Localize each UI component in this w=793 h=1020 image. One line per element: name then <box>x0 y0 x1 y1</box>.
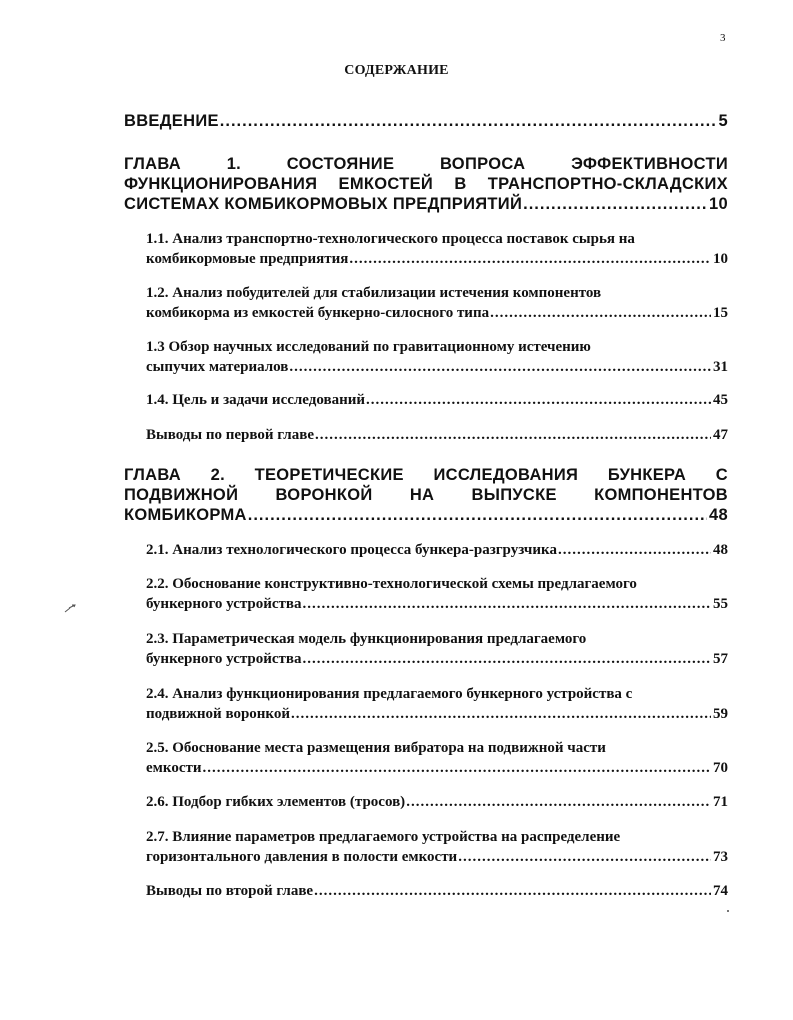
toc-entry-page: 59 <box>713 706 728 722</box>
toc-entry-section-1-3[interactable] <box>146 337 728 377</box>
page-number: 3 <box>720 32 726 44</box>
toc-entry-title-line: 1.3 Обзор научных исследований по гравитационному истечению <box>146 339 591 355</box>
toc-entry-page: 74 <box>713 883 728 899</box>
toc-entry-section-2-5[interactable] <box>146 738 728 778</box>
dot-leader <box>490 303 711 323</box>
toc-entry-page: 10 <box>709 195 728 213</box>
toc-entry-title-line: 2.6. Подбор гибких элементов (тросов) <box>146 794 406 810</box>
dot-leader <box>406 792 711 812</box>
toc-entry-page: 31 <box>713 359 728 375</box>
toc-entry-section-2-1[interactable] <box>146 540 728 560</box>
dot-leader <box>248 505 707 525</box>
page-title: СОДЕРЖАНИЕ <box>344 63 449 78</box>
toc-entry-title-line: 1.1. Анализ транспортно-технологического процесса поставок сырья на <box>146 231 635 247</box>
toc-entry-title-line: ФУНКЦИОНИРОВАНИЯ ЕМКОСТЕЙ В ТРАНСПОРТНО-СКЛАДСКИХ <box>124 175 728 193</box>
toc-entry-section-1-2[interactable] <box>146 283 728 323</box>
toc-entry-page: 10 <box>713 251 728 267</box>
toc-entry-page: 48 <box>713 542 728 558</box>
toc-entry-page: 55 <box>713 596 728 612</box>
toc-entry-title-line: 2.7. Влияние параметров предлагаемого устройства на распределение <box>146 829 621 845</box>
toc-entry-title-line: бункерного устройства <box>146 651 302 667</box>
toc-entry-title-line: 2.3. Параметрическая модель функционирования предлагаемого <box>146 631 587 647</box>
toc-entry-section-2-7[interactable] <box>146 827 728 867</box>
toc-entry-title-line: СИСТЕМАХ КОМБИКОРМОВЫХ ПРЕДПРИЯТИЙ <box>124 195 523 213</box>
dot-leader <box>314 881 711 901</box>
toc-entry-page: 73 <box>713 849 728 865</box>
toc-entry-page: 45 <box>713 392 728 408</box>
toc-entry-page: 71 <box>713 794 728 810</box>
toc-entry-title-line: КОМБИКОРМА <box>124 506 247 524</box>
scan-speck <box>727 910 729 912</box>
toc-entry-section-1-4[interactable] <box>146 390 728 410</box>
toc-entry-title-line: 1.2. Анализ побудителей для стабилизации истечения компонентов <box>146 285 602 301</box>
dot-leader <box>220 111 717 131</box>
toc-entry-conclusions-chapter-1[interactable] <box>146 425 728 445</box>
dot-leader <box>315 425 711 445</box>
toc-entry-title-line: комбикорма из емкостей бункерно-силосного типа <box>146 305 490 321</box>
dot-leader <box>458 847 711 867</box>
toc-entry-section-2-4[interactable] <box>146 684 728 724</box>
toc-entry-page: 15 <box>713 305 728 321</box>
toc-entry-title: ВВЕДЕНИЕ <box>124 112 219 130</box>
toc-entry-title-line: 1.4. Цель и задачи исследований <box>146 392 366 408</box>
toc-entry-page: 48 <box>709 506 728 524</box>
toc-entry-section-2-6[interactable] <box>146 792 728 812</box>
toc-entry-chapter-2[interactable] <box>124 465 728 525</box>
toc-entry-section-1-1[interactable] <box>146 229 728 269</box>
toc-entry-title-line: 2.2. Обоснование конструктивно-технологической схемы предлагаемого <box>146 576 637 592</box>
toc-entry-conclusions-chapter-2[interactable] <box>146 881 728 901</box>
toc-entry-title-line: Выводы по второй главе <box>146 883 314 899</box>
toc-entry-introduction[interactable] <box>124 111 728 131</box>
pen-mark-icon <box>64 603 76 613</box>
toc-entry-chapter-1[interactable] <box>124 154 728 214</box>
dot-leader <box>303 649 711 669</box>
dot-leader <box>291 704 711 724</box>
toc-entry-title-line: ГЛАВА 2. ТЕОРЕТИЧЕСКИЕ ИССЛЕДОВАНИЯ БУНКЕРА С <box>124 466 728 484</box>
toc-entry-title-line: горизонтального давления в полости емкости <box>146 849 458 865</box>
toc-entry-page: 47 <box>713 427 728 443</box>
toc-entry-page: 70 <box>713 760 728 776</box>
toc-entry-page: 57 <box>713 651 728 667</box>
dot-leader <box>366 390 711 410</box>
toc-entry-title-line: подвижной воронкой <box>146 706 291 722</box>
toc-entry-title-line: ГЛАВА 1. СОСТОЯНИЕ ВОПРОСА ЭФФЕКТИВНОСТИ <box>124 155 728 173</box>
dot-leader <box>523 194 707 214</box>
dot-leader <box>303 594 711 614</box>
toc-entry-section-2-2[interactable] <box>146 574 728 614</box>
toc-entry-title-line: Выводы по первой главе <box>146 427 314 443</box>
dot-leader <box>349 249 711 269</box>
toc-entry-title-line: 2.1. Анализ технологического процесса бункера-разгрузчика <box>146 542 557 558</box>
dot-leader <box>203 758 712 778</box>
toc-entry-title-line: емкости <box>146 760 202 776</box>
toc-entry-title-line: комбикормовые предприятия <box>146 251 349 267</box>
toc-entry-page: 5 <box>718 112 728 130</box>
toc-entry-section-2-3[interactable] <box>146 629 728 669</box>
toc-entry-title-line: бункерного устройства <box>146 596 302 612</box>
toc-entry-title-line: 2.5. Обоснование места размещения вибратора на подвижной части <box>146 740 606 756</box>
dot-leader <box>289 357 711 377</box>
dot-leader <box>558 540 711 560</box>
toc-entry-title-line: ПОДВИЖНОЙ ВОРОНКОЙ НА ВЫПУСКЕ КОМПОНЕНТОВ <box>124 486 728 504</box>
toc-entry-title-line: 2.4. Анализ функционирования предлагаемого бункерного устройства с <box>146 686 633 702</box>
toc-entry-title-line: сыпучих материалов <box>146 359 289 375</box>
